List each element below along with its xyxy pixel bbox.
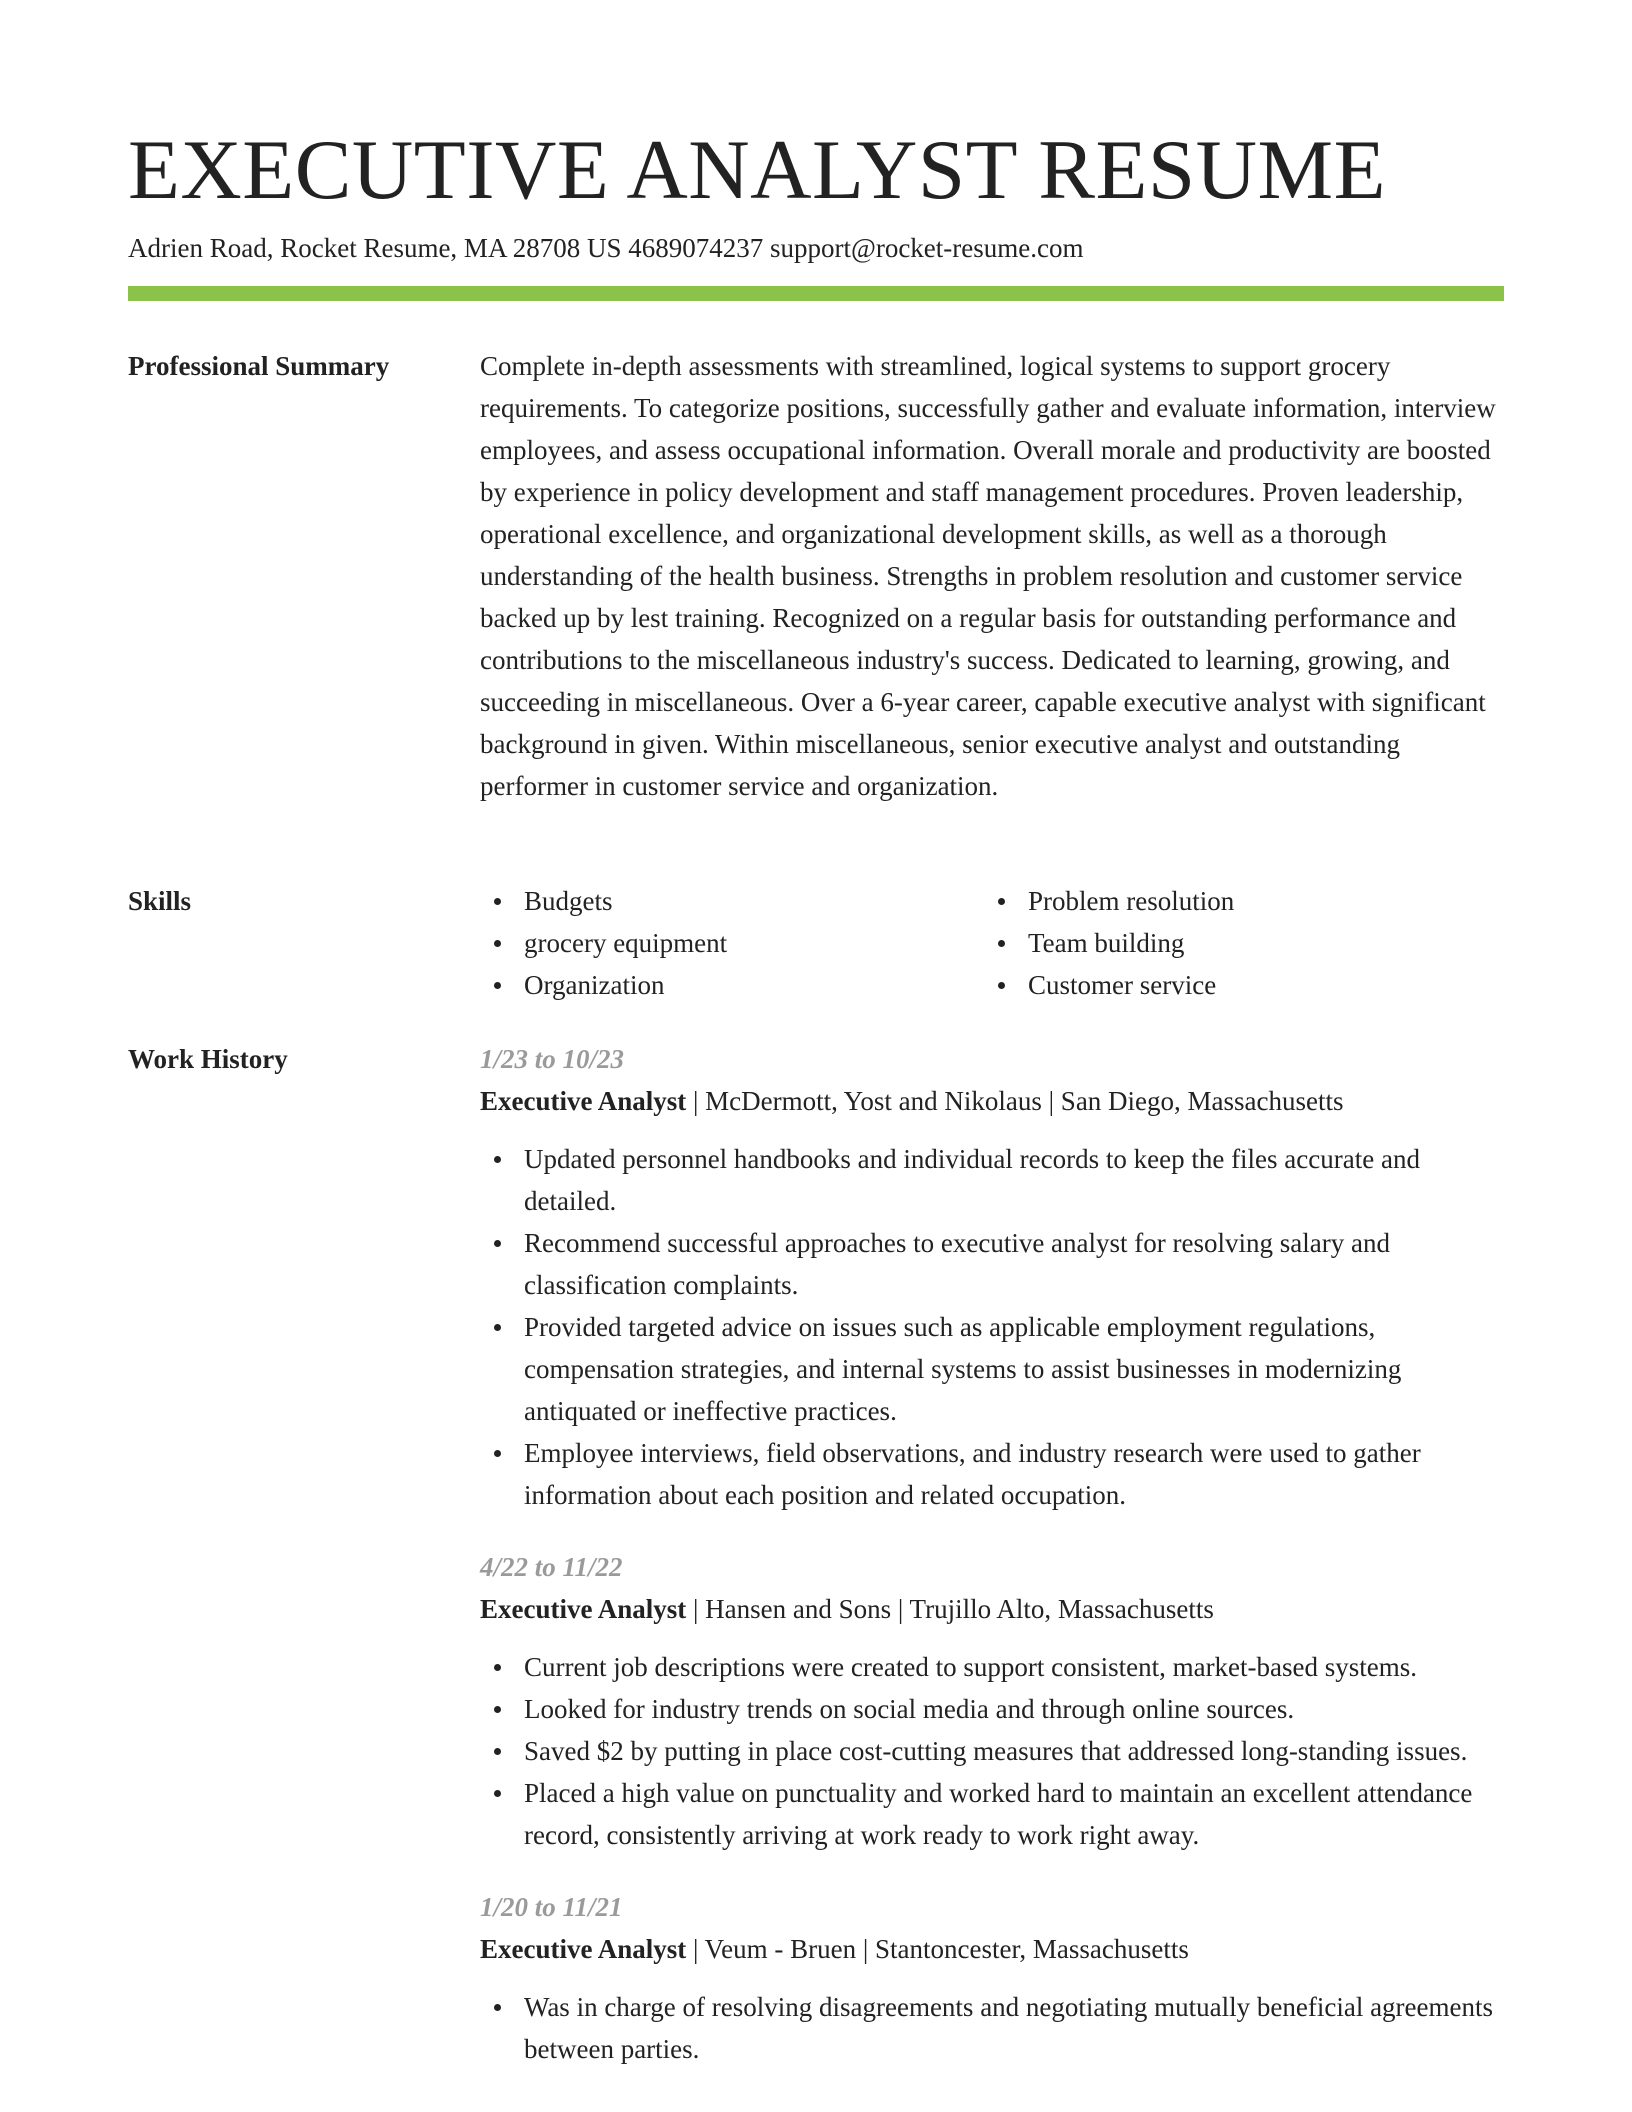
skill-item: Budgets (480, 880, 984, 922)
job-header (480, 1928, 1504, 1970)
job-bullets (480, 1646, 1504, 1856)
skill-item: Problem resolution (984, 880, 1488, 922)
work-history-heading: Work History (128, 1044, 288, 1074)
resume-title: EXECUTIVE ANALYST RESUME (128, 123, 1387, 217)
job-entry (480, 1038, 1504, 1516)
skills-heading: Skills (128, 886, 192, 916)
skill-item: Organization (480, 964, 984, 1006)
job-entry (480, 1886, 1504, 2070)
skills-column-left (480, 880, 984, 1006)
header-divider (128, 286, 1504, 301)
summary-heading: Professional Summary (128, 351, 390, 381)
job-bullet: Placed a high value on punctuality and worked hard to maintain an excellent attendance record, consistently arriving at work ready to work right away. (480, 1772, 1504, 1856)
job-company-location: | Veum - Bruen | Stantoncester, Massachusetts (686, 1934, 1189, 1964)
job-header (480, 1080, 1504, 1122)
job-dates: 1/20 to 11/21 (480, 1892, 623, 1922)
skill-item: grocery equipment (480, 922, 984, 964)
summary-text: Complete in-depth assessments with streamlined, logical systems to support grocery requirements. To categorize positions, successfully gather and evaluate information, interview employees, and assess occupational information. Overall morale and productivity are boosted by experience in policy development and staff management procedures. Proven leadership, operational excellence, and organizational development skills, as well as a thorough understanding of the health business. Strengths in problem resolution and customer service backed up by lest training. Recognized on a regular basis for outstanding performance and contributions to the miscellaneous industry's success. Dedicated to learning, growing, and succeeding in miscellaneous. Over a 6-year career, capable executive analyst with significant background in given. Within miscellaneous, senior executive analyst and outstanding performer in customer service and organization. (480, 351, 1496, 801)
work-history-body (480, 1038, 1504, 2070)
job-bullet: Employee interviews, field observations, and industry research were used to gather information about each position and related occupation. (480, 1432, 1504, 1516)
job-bullet: Saved $2 by putting in place cost-cutting measures that addressed long-standing issues. (480, 1730, 1504, 1772)
job-company-location: | Hansen and Sons | Trujillo Alto, Massachusetts (686, 1594, 1214, 1624)
job-entry (480, 1546, 1504, 1856)
skills-grid (480, 880, 1504, 1006)
summary-body (480, 345, 1504, 807)
job-bullet: Was in charge of resolving disagreements and negotiating mutually beneficial agreements between parties. (480, 1986, 1504, 2070)
skill-item: Team building (984, 922, 1488, 964)
job-bullet: Current job descriptions were created to support consistent, market-based systems. (480, 1646, 1504, 1688)
job-title: Executive Analyst (480, 1086, 687, 1116)
contact-line: Adrien Road, Rocket Resume, MA 28708 US 4689074237 support@rocket-resume.com (128, 233, 1084, 263)
skills-column-right (984, 880, 1488, 1006)
job-bullets (480, 1138, 1504, 1516)
job-title: Executive Analyst (480, 1594, 687, 1624)
job-header (480, 1588, 1504, 1630)
job-bullet: Recommend successful approaches to executive analyst for resolving salary and classification complaints. (480, 1222, 1504, 1306)
job-company-location: | McDermott, Yost and Nikolaus | San Diego, Massachusetts (686, 1086, 1344, 1116)
job-bullet: Looked for industry trends on social media and through online sources. (480, 1688, 1504, 1730)
job-dates: 4/22 to 11/22 (480, 1552, 623, 1582)
job-bullet: Updated personnel handbooks and individual records to keep the files accurate and detailed. (480, 1138, 1504, 1222)
skill-item: Customer service (984, 964, 1488, 1006)
job-bullets (480, 1986, 1504, 2070)
job-bullet: Provided targeted advice on issues such as applicable employment regulations, compensation strategies, and internal systems to assist businesses in modernizing antiquated or ineffective practices. (480, 1306, 1504, 1432)
job-title: Executive Analyst (480, 1934, 687, 1964)
job-dates: 1/23 to 10/23 (480, 1044, 625, 1074)
skills-body (480, 880, 1504, 1006)
